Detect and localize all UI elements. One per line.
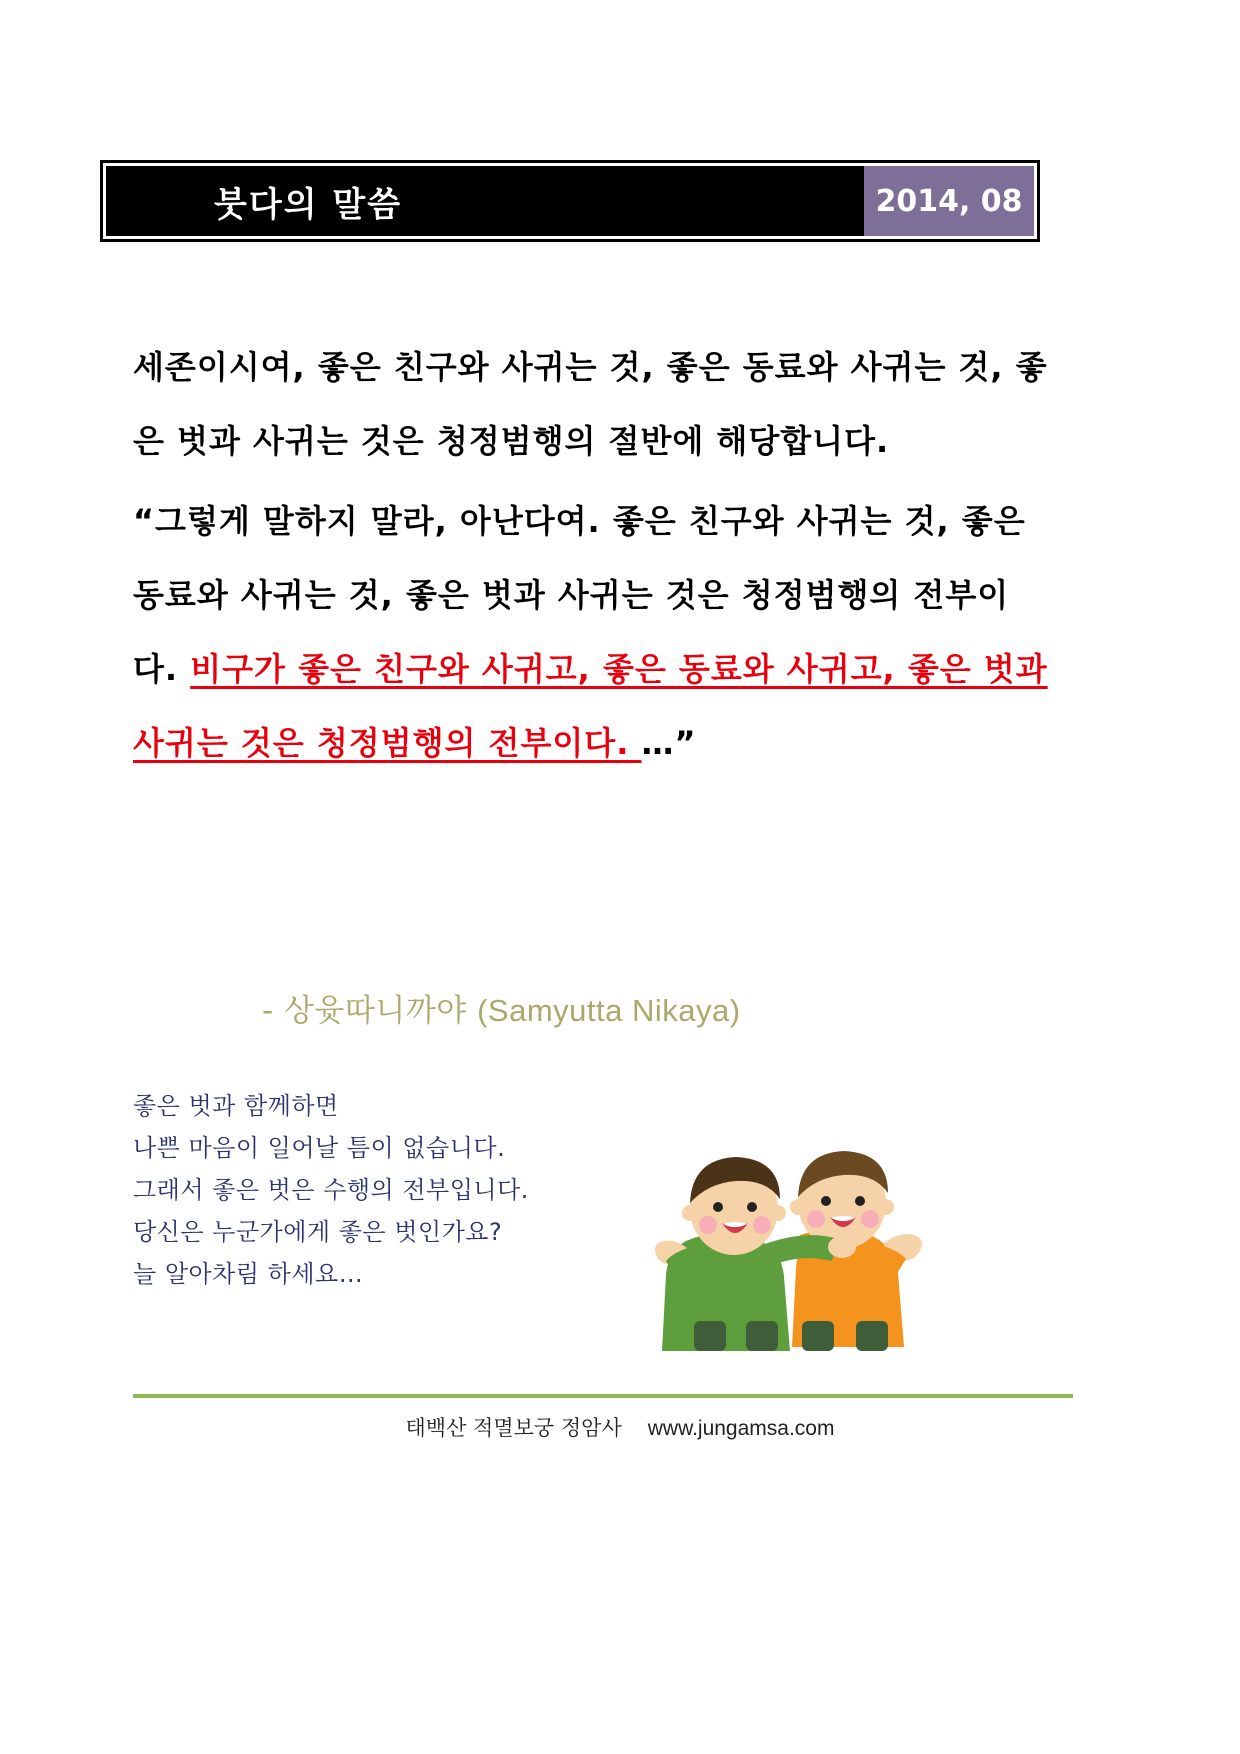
- paragraph-two-tail: …”: [641, 724, 697, 762]
- footer-divider: [133, 1394, 1073, 1398]
- attribution-korean: 상윳따니까야: [284, 993, 478, 1029]
- reflection-block: [133, 1085, 733, 1295]
- paragraph-two-highlight: 비구가 좋은 친구와 사귀고, 좋은 동료와 사귀고, 좋은 벗과 사귀는 것은 청정범행의 전부이다.: [133, 650, 1048, 762]
- paragraph-two: [133, 484, 1053, 780]
- issue-date: 2014, 08: [875, 183, 1023, 219]
- reflection-line: 늘 알아차림 하세요…: [133, 1260, 364, 1288]
- two-friends-illustration: [650, 1085, 930, 1355]
- reflection-line: 당신은 누군가에게 좋은 벗인가요?: [133, 1218, 503, 1246]
- reflection-line: 나쁜 마음이 일어날 틈이 없습니다.: [133, 1134, 506, 1162]
- page-title: 붓다의 말씀: [214, 184, 403, 225]
- footer-website[interactable]: www.jungamsa.com: [647, 1417, 835, 1440]
- paragraph-two-plain: “그렇게 말하지 말라, 아난다여. 좋은 친구와 사귀는 것, 좋은 동료와 사귀는 것, 좋은 벗과 사귀는 것은 청정범행의 전부이다.: [133, 502, 1026, 688]
- reflection-line: 그래서 좋은 벗은 수행의 전부입니다.: [133, 1176, 529, 1204]
- attribution-dash: -: [262, 993, 285, 1029]
- header-banner: [100, 160, 1040, 242]
- header-date-badge: [863, 166, 1034, 236]
- friends-icon: [650, 1085, 930, 1355]
- attribution-latin: (Samyutta Nikaya): [477, 993, 741, 1028]
- header-title-bar: [106, 166, 863, 236]
- footer-temple-name: 태백산 적멸보궁 정암사: [405, 1416, 622, 1440]
- paragraph-one: 세존이시여, 좋은 친구와 사귀는 것, 좋은 동료와 사귀는 것, 좋은 벗과 사귀는 것은 청정범행의 절반에 해당합니다.: [133, 348, 1048, 460]
- footer: [0, 1412, 1240, 1442]
- source-attribution: [262, 985, 741, 1030]
- reflection-line: 좋은 벗과 함께하면: [133, 1092, 339, 1120]
- scripture-body: [133, 330, 1053, 780]
